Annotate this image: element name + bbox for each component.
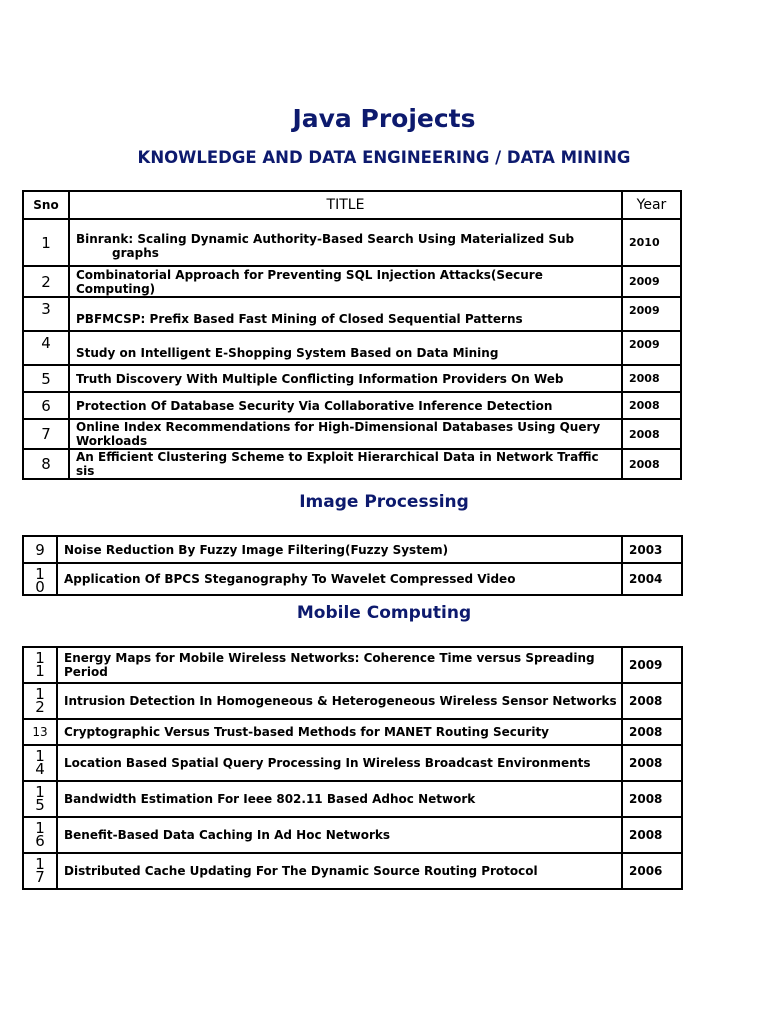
row-sno-text: 17 [35,855,45,886]
row-sno [23,853,57,889]
row-title-line: graphs [112,245,159,260]
row-year: 2009 [622,647,682,683]
table-row [23,683,682,719]
table-header-row [23,191,681,219]
table-row [23,536,682,563]
mobile-computing-table [22,646,683,890]
row-year: 2008 [622,392,681,419]
table-row [23,392,681,419]
row-year: 2010 [622,219,681,266]
row-year: 2008 [622,719,682,745]
table-row [23,781,682,817]
table-row [23,449,681,479]
table-row [23,219,681,266]
row-year: 2008 [622,449,681,479]
row-sno [23,683,57,719]
row-sno-text: 14 [35,747,45,778]
row-title: Noise Reduction By Fuzzy Image Filtering(Fuzzy System) [57,536,622,563]
row-title: Online Index Recommendations for High-Dimensional Databases Using Query Workloads [69,419,622,449]
row-year: 2008 [622,365,681,392]
row-year: 2008 [622,419,681,449]
table-row [23,563,682,595]
table-row [23,331,681,365]
row-title: Application Of BPCS Steganography To Wavelet Compressed Video [57,563,622,595]
row-year: 2008 [622,745,682,781]
row-sno: 3 [23,297,69,331]
row-year: 2009 [622,297,681,331]
row-title-line: Binrank: Scaling Dynamic Authority-Based Search Using Materialized Sub [76,231,575,246]
row-sno: 7 [23,419,69,449]
page-title: Java Projects [292,104,476,133]
row-title: Location Based Spatial Query Processing In Wireless Broadcast Environments [57,745,622,781]
table-row [23,719,682,745]
table-row [23,365,681,392]
row-sno: 1 [23,219,69,266]
row-sno [23,563,57,595]
row-sno-text: 16 [35,819,45,850]
section-heading-mobile-computing: Mobile Computing [296,603,472,623]
row-sno-text: 11 [35,649,45,680]
row-title: Distributed Cache Updating For The Dynamic Source Routing Protocol [57,853,622,889]
row-title: Energy Maps for Mobile Wireless Networks: Coherence Time versus Spreading Period [57,647,622,683]
row-sno-text: 12 [35,685,45,716]
row-sno [23,781,57,817]
row-year: 2008 [622,781,682,817]
section-heading-kde: KNOWLEDGE AND DATA ENGINEERING / DATA MINING [137,148,631,167]
row-title: Combinatorial Approach for Preventing SQL Injection Attacks(Secure Computing) [69,266,622,297]
kde-projects-table [22,190,682,480]
row-year: 2009 [622,331,681,365]
row-year: 2009 [622,266,681,297]
column-header-sno: Sno [23,191,69,219]
table-row [23,419,681,449]
table-row [23,745,682,781]
row-title: Truth Discovery With Multiple Conflicting Information Providers On Web [69,365,622,392]
row-title: Study on Intelligent E-Shopping System Based on Data Mining [69,331,622,365]
row-year: 2003 [622,536,682,563]
row-sno: 8 [23,449,69,479]
row-sno [23,745,57,781]
row-sno [23,817,57,853]
row-sno-text: 10 [35,565,45,595]
row-sno: 5 [23,365,69,392]
row-title: Benefit-Based Data Caching In Ad Hoc Networks [57,817,622,853]
column-header-year: Year [622,191,681,219]
row-sno: 13 [23,719,57,745]
row-sno-text: 15 [35,783,45,814]
row-title: Bandwidth Estimation For Ieee 802.11 Based Adhoc Network [57,781,622,817]
table-row [23,817,682,853]
table-row [23,647,682,683]
section-heading-image-processing: Image Processing [299,492,469,512]
row-sno: 4 [23,331,69,365]
row-title: Intrusion Detection In Homogeneous & Heterogeneous Wireless Sensor Networks [57,683,622,719]
row-title: An Efficient Clustering Scheme to Exploit Hierarchical Data in Network Traffic sis [69,449,622,479]
row-year: 2004 [622,563,682,595]
row-title [69,219,622,266]
row-year: 2006 [622,853,682,889]
row-sno [23,647,57,683]
row-year: 2008 [622,683,682,719]
image-processing-table [22,535,683,596]
table-row [23,853,682,889]
row-title: PBFMCSP: Prefix Based Fast Mining of Closed Sequential Patterns [69,297,622,331]
row-title: Cryptographic Versus Trust-based Methods for MANET Routing Security [57,719,622,745]
column-header-title: TITLE [69,191,622,219]
table-row [23,297,681,331]
table-row [23,266,681,297]
row-sno: 2 [23,266,69,297]
row-year: 2008 [622,817,682,853]
row-sno: 6 [23,392,69,419]
row-sno: 9 [23,536,57,563]
row-title: Protection Of Database Security Via Collaborative Inference Detection [69,392,622,419]
